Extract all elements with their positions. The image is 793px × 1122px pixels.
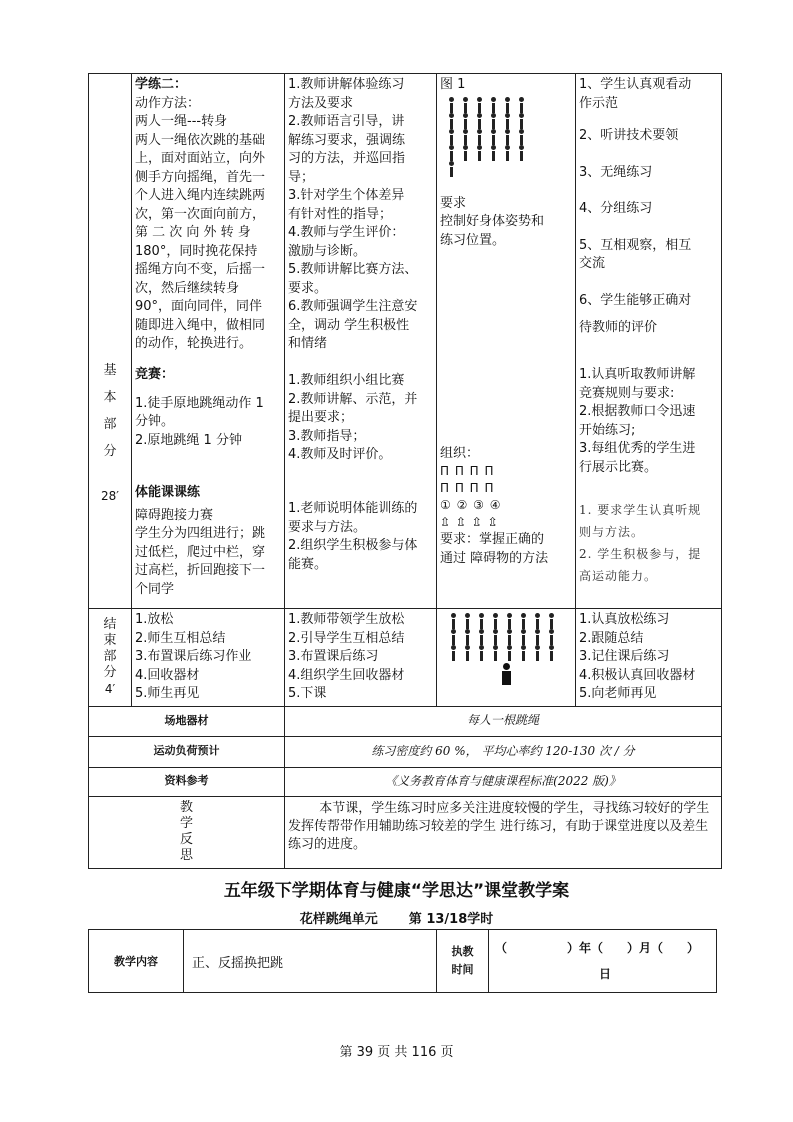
student-figure-icon [534,629,540,645]
end-teacher-line: 4.组织学生回收器材 [288,667,405,683]
student-figure-icon [506,629,512,645]
reflection-char: 反 [179,832,193,847]
load-label: 运动负荷预计 [89,736,285,767]
teacher-line: 激励与诊断。 [288,243,367,259]
teacher-line: 有针对性的指导； [288,206,393,222]
org-row: ⇫ ⇫ ⇫ ⇫ [440,515,499,529]
student-figure-icon [448,161,454,177]
fitness-line: 学生分为四组进行；跳 [135,526,266,541]
student-figure-icon [476,129,482,145]
teacher-line: 和情绪 [288,336,328,351]
org-requirement: 通过 障碍物的方法 [440,550,549,566]
student-line: 2、听讲技术要领 [579,128,679,143]
requirement-title: 要求 [440,195,467,211]
end-content-line: 2.师生互相总结 [135,630,226,646]
equipment-label: 场地器材 [89,706,285,736]
student-line: 行展示比赛。 [579,459,658,475]
teacher-line: 3.教师指导； [288,428,366,444]
org-row: Π Π Π Π [440,464,495,478]
end-teacher-cell [285,609,437,707]
end-content-line: 5.师生再见 [135,686,200,701]
practice2-line: 两人一绳依次跳的基础 [135,132,266,148]
teacher-line: 导； [288,169,315,185]
student-figure-icon [450,613,456,629]
page-footer: 第 39 页 共 116 页 [339,1045,454,1060]
fitness-line: 障碍跑接力赛 [135,507,214,523]
student-figure-icon [506,613,512,629]
practice2-line: 动作方法： [135,95,201,111]
date-label: 执教 时间 [437,930,489,993]
student-figure-icon [520,613,526,629]
reflection-label [89,796,285,868]
reference-value: 《义务教育体育与健康课程标准(2022 版)》 [285,767,722,796]
fitness-line: 过低栏，爬过中栏，穿 [135,544,266,560]
student-line: 2. 学生积极参与，提 [579,547,702,561]
student-line: 待教师的评价 [579,320,658,335]
student-figure-icon [476,113,482,129]
student-figure-icon [464,629,470,645]
end-student-line: 1.认真放松练习 [579,612,670,627]
student-figure-icon [520,645,526,661]
practice2-line: 次，第一次面向前方， [135,206,266,222]
teacher-line: 1.教师组织小组比赛 [288,373,405,388]
student-figure-icon [450,645,456,661]
reflection-char: 教 [179,800,193,815]
practice2-title: 学练二： [135,77,188,92]
student-figure-icon [492,629,498,645]
teacher-line: 2.教师语言引导，讲 [288,114,405,129]
next-lesson-title: 五年级下学期体育与健康“学思达”课堂教学案 [223,881,570,901]
org-row: Π Π Π Π [440,481,495,495]
end-content-cell [132,609,285,707]
end-section-label [89,609,132,707]
reference-row [89,767,722,796]
end-teacher-line: 3.布置课后练习 [288,649,379,664]
student-figure-icon [520,629,526,645]
student-figure-icon [504,113,510,129]
load-row [89,736,722,767]
teacher-line: 3.针对学生个体差异 [288,188,405,203]
competition-title: 竞赛： [135,367,175,382]
end-student-line: 3.记住课后练习 [579,649,670,664]
content-label: 教学内容 [89,930,184,993]
practice2-line: 第 二 次 向 外 转 身 [135,225,251,240]
end-student-cell [576,609,722,707]
student-line: 1.认真听取教师讲解 [579,367,696,382]
org-row: ① ② ③ ④ [440,498,502,512]
end-content-line: 4.回收器材 [135,667,200,683]
requirement-line: 练习位置。 [440,232,506,248]
section-char: 部 [103,649,117,665]
reflection-char: 学 [179,816,193,831]
student-figure-icon [504,97,510,113]
student-figure-icon [478,645,484,661]
student-figure-icon [490,145,496,161]
fitness-line: 过高栏，折回跑接下一 [135,563,266,578]
competition-line: 分钟。 [135,414,175,429]
teacher-line: 6.教师强调学生注意安 [288,299,418,314]
teacher-line: 习的方法，并巡回指 [288,151,406,166]
student-line: 6、学生能够正确对 [579,292,692,308]
main-section-label [89,74,132,609]
load-value: 练习密度约 60 %， 平均心率约 120-130 次 / 分 [285,736,722,767]
student-figure-icon [492,645,498,661]
section-char: 基 [103,362,117,378]
teacher-line: 1.老师说明体能训练的 [288,501,418,516]
teacher-line: 5.教师讲解比赛方法、 [288,262,418,277]
end-teacher-line: 2.引导学生互相总结 [288,630,405,646]
student-line: 5、互相观察，相互 [579,237,692,253]
teacher-activity-cell [285,74,437,609]
student-figure-icon [462,113,468,129]
student-line: 3、无绳练习 [579,164,653,180]
formation-figure [444,97,540,177]
reference-label: 资料参考 [89,767,285,796]
practice2-line: 摇绳方向不变，后摇一 [135,262,266,277]
student-line: 4、分组练习 [579,201,653,216]
student-figure-icon [462,97,468,113]
end-content-line: 1.放松 [135,612,174,627]
student-figure-icon [478,629,484,645]
student-figure-icon [448,113,454,129]
requirement-line: 控制好身体姿势和 [440,214,545,229]
student-figure-icon [478,613,484,629]
section-char: 束 [103,633,117,649]
practice2-line: 90°，面向同伴，同伴 [135,299,263,314]
end-teacher-line: 1.教师带领学生放松 [288,612,405,627]
practice2-line: 侧手方向摇绳，首先一 [135,169,266,185]
student-figure-icon [534,613,540,629]
teacher-line: 要求。 [288,280,328,296]
content-cell [132,74,285,609]
end-student-line: 5.向老师再见 [579,686,657,701]
student-line: 则与方法。 [579,525,645,539]
student-figure-icon [464,645,470,661]
date-value: （ ）年（ ）月（ ） 日 [489,930,717,993]
unit-name: 花样跳绳单元 [299,912,378,927]
student-figure-icon [490,113,496,129]
student-figure-icon [518,113,524,129]
teacher-line: 提出要求； [288,410,354,425]
equipment-value: 每人一根跳绳 [285,706,722,736]
student-figure-icon [464,613,470,629]
student-figure-icon [476,145,482,161]
end-student-line: 2.跟随总结 [579,630,644,646]
end-content-line: 3.布置课后练习作业 [135,649,252,664]
teacher-line: 解练习要求，强调练 [288,132,406,148]
section-char: 分 [103,665,117,681]
teacher-line: 能赛。 [288,556,328,572]
period-number: 第 13/18学时 [408,912,494,927]
student-figure-icon [504,129,510,145]
student-figure-icon [490,97,496,113]
reflection-row [89,796,722,868]
teacher-line: 4.教师与学生评价： [288,225,405,240]
org-title: 组织： [440,445,480,461]
practice2-line: 个人进入绳内连续跳两 [135,188,266,203]
figure-label: 图 1 [440,77,466,92]
student-figure-icon [548,629,554,645]
section-char: 结 [103,617,117,633]
org-requirement: 要求：掌握正确的 [440,532,545,547]
student-figure-icon [518,145,524,161]
section-char: 分 [103,443,117,459]
student-figure-icon [448,145,454,161]
student-figure-icon [548,645,554,661]
practice2-line: 的动作，轮换进行。 [135,336,253,351]
section-time: 4′ [104,682,116,697]
student-line: 竞赛规则与要求: [579,385,675,401]
end-student-line: 4.积极认真回收器材 [579,667,696,683]
fitness-title: 体能课课练 [135,485,201,500]
student-figure-icon [462,129,468,145]
student-line: 3.每组优秀的学生进 [579,441,696,456]
student-figure-icon [492,613,498,629]
student-figure-icon [490,129,496,145]
student-figure-icon [504,145,510,161]
next-lesson-info-table [88,929,717,993]
student-line: 2.根据教师口令迅速 [579,404,696,419]
student-figure-icon [506,645,512,661]
student-figure-icon [548,613,554,629]
student-figure-icon [450,629,456,645]
section-char: 部 [103,416,117,432]
practice2-line: 上，面对面站立，向外 [135,151,266,166]
student-figure-icon [462,145,468,161]
equipment-row [89,706,722,736]
teacher-line: 要求与方法。 [288,519,367,535]
teacher-line: 2.教师讲解、示范，并 [288,391,418,407]
section-char: 本 [103,389,117,405]
teacher-figure-icon [500,663,512,685]
student-line: 1、学生认真观看动 [579,77,692,92]
practice2-line: 次，然后继续转身 [135,280,240,296]
student-line: 交流 [579,256,606,271]
relax-formation-figure [446,613,572,661]
reflection-char: 思 [179,848,193,863]
teacher-line: 1.教师讲解体验练习 [288,77,405,92]
student-activity-cell [576,74,722,609]
student-figure-icon [448,97,454,113]
practice2-line: 两人一绳---转身 [135,114,228,129]
competition-line: 1.徒手原地跳绳动作 1 [135,395,264,411]
section-time: 28′ [101,488,119,503]
organization-cell [437,74,576,609]
teacher-line: 方法及要求 [288,95,354,111]
teacher-line: 全，调动 学生积极性 [288,317,410,333]
student-line: 作示范 [579,95,619,111]
end-teacher-line: 5.下课 [288,686,327,701]
end-organization-cell [437,609,576,707]
student-line: 高运动能力。 [579,569,658,583]
student-figure-icon [448,129,454,145]
practice2-line: 180°，同时挽花保持 [135,243,258,259]
lesson-plan-table [88,73,722,869]
student-figure-icon [476,97,482,113]
reflection-text: 本节课，学生练习时应多关注进度较慢的学生，寻找练习较好的学生发挥传帮带作用辅助练习较差的学生 进行练习，有助于课堂进度以及差生练习的进度。 [285,796,722,868]
fitness-line: 个同学 [135,581,175,597]
student-figure-icon [518,129,524,145]
main-section-row [89,74,722,609]
next-lesson-subtitle [0,908,793,927]
student-figure-icon [534,645,540,661]
content-value: 正、反摇换把跳 [184,930,437,993]
student-line: 1. 要求学生认真听规 [579,503,702,517]
competition-line: 2.原地跳绳 1 分钟 [135,432,242,448]
practice2-line: 随即进入绳中，做相同 [135,317,266,333]
student-line: 开始练习; [579,422,636,438]
teacher-line: 4.教师及时评价。 [288,447,392,462]
end-section-row [89,609,722,707]
teacher-line: 2.组织学生积极参与体 [288,538,418,553]
student-figure-icon [518,97,524,113]
